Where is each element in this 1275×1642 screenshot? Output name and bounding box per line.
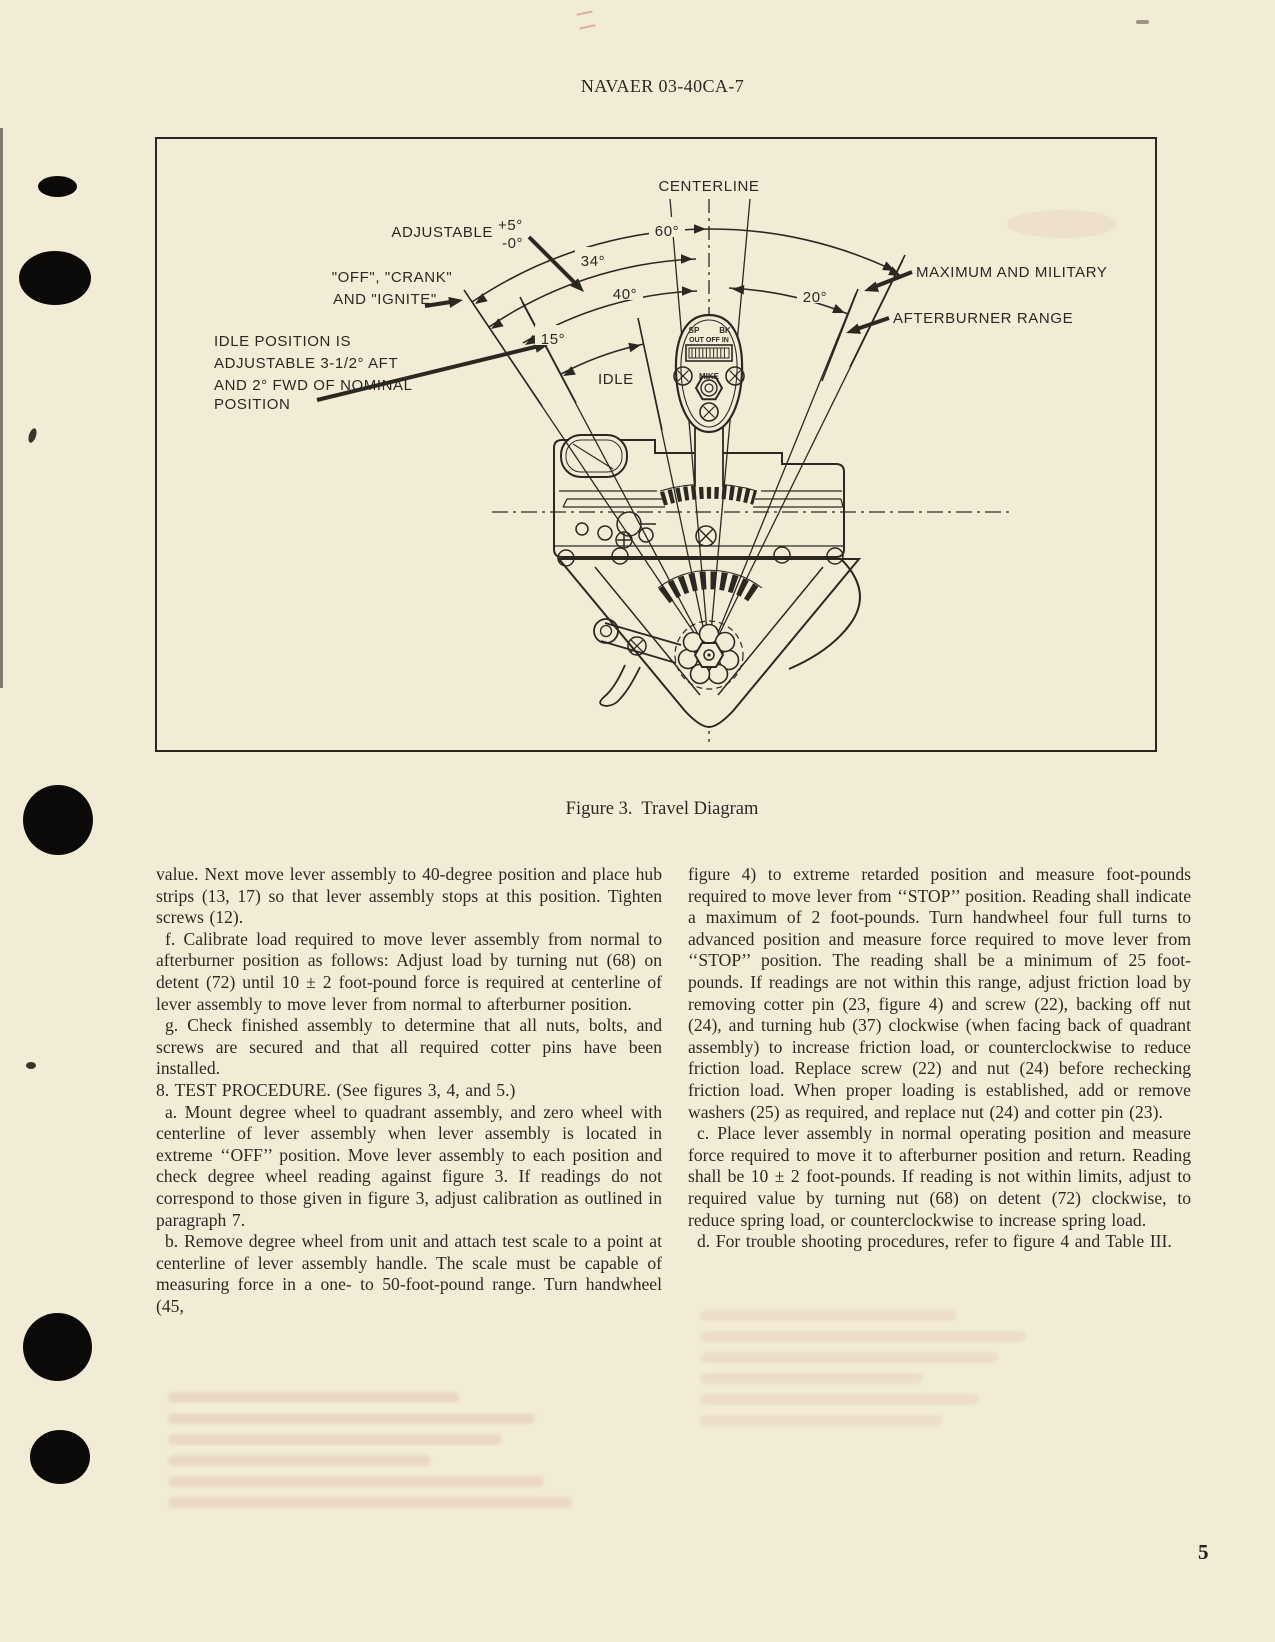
housing-slot: [561, 435, 627, 477]
idle-position-label-1: IDLE POSITION IS: [214, 333, 352, 350]
idle-position-label-4: POSITION: [214, 396, 291, 413]
knob-bk-label: BK: [719, 326, 731, 335]
figure-caption: Figure 3. Travel Diagram: [565, 799, 759, 819]
angle-60-label: 60°: [654, 223, 680, 240]
paragraph-a: a. Mount degree wheel to quadrant assembly, and zero wheel with centerline of lever assembly when lever assembly is located in extreme ‘‘OFF’’ position. Move lever assembly to each position and check degree wheel reading against figure 3. If readings do not correspond to those given in figure 3, adjust calibration as outlined in paragraph 7.: [156, 1101, 662, 1230]
scan-speck: [1136, 20, 1149, 24]
centerline-label: CENTERLINE: [658, 178, 760, 195]
binder-hole-mark: [23, 1313, 92, 1381]
paragraph-continuation: figure 4) to extreme retarded position and measure foot-pounds required to move lever from ‘‘STOP’’ position. Reading shall indicate a maximum of 2 foot-pounds. Turn handwheel four full turns to advanced position and measure force required to move lever from ‘‘STOP’’ position. The reading shall be a minimum of 25 foot-pounds. If readings are not within this range, adjust friction load by removing cotter pin (23, figure 4) and screw (22), backing off nut (24), and turning hub (37) clockwise (when facing back of quadrant assembly) to increase friction load, or counterclockwise to reduce friction load. Replace screw (22) and nut (24) before rechecking friction load. When proper loading is established, add or remove washers (25) as required, and replace nut (24) and cotter pin (23).: [688, 864, 1191, 1122]
binder-hole-mark: [30, 1430, 90, 1484]
arc-right-outer: [710, 229, 897, 272]
diagram-labels: [214, 178, 1107, 413]
bleed-through-line: [168, 1497, 573, 1508]
maximum-military-label: MAXIMUM AND MILITARY: [916, 264, 1108, 281]
bleed-through-line: [700, 1331, 1026, 1342]
paragraph-d: d. For trouble shooting procedures, refer to figure 4 and Table III.: [697, 1231, 1172, 1252]
scan-edge-shadow: [0, 128, 3, 688]
off-crank-label-2: AND "IGNITE": [333, 291, 437, 308]
bleed-through-line: [168, 1455, 432, 1466]
bleed-through-line: [700, 1415, 942, 1426]
knob-out-off-in-label: OUT OFF IN: [689, 337, 729, 344]
scan-speck: [27, 427, 38, 443]
paragraph-continuation: value. Next move lever assembly to 40-degree position and place hub strips (13, 17) so that lever assembly stops at this position. Tighten screws (12).: [156, 864, 662, 928]
knob-mike-label: MIKE: [699, 372, 719, 381]
scan-speck: [26, 1062, 36, 1069]
pencil-mark: [577, 11, 596, 30]
paragraph-f: f. Calibrate load required to move lever assembly from normal to afterburner position as follows: Adjust load by turning nut (68) on detent (72) until 10 ± 2 foot-pound force is required at centerline of lever assembly to move lever from normal to afterburner position.: [156, 928, 662, 1014]
binder-hole-mark: [23, 785, 93, 855]
angle-20-label: 20°: [802, 289, 828, 306]
bleed-through-line: [168, 1434, 502, 1445]
binder-hole-mark: [19, 251, 91, 305]
idle-position-label-2: ADJUSTABLE 3-1/2° AFT: [214, 355, 399, 372]
bleed-through-ghost-text: [168, 1392, 638, 1518]
idle-position-label-3: AND 2° FWD OF NOMINAL: [214, 377, 413, 394]
page-number: 5: [1198, 1540, 1209, 1564]
bleed-through-line: [168, 1476, 544, 1487]
angle-40-label: 40°: [612, 286, 638, 303]
bleed-through-line: [700, 1394, 979, 1405]
paragraph-b: b. Remove degree wheel from unit and attach test scale to a point at centerline of lever assembly handle. The scale must be capable of measuring force in a one- to 50-foot-pound range. Turn handwheel (45,: [156, 1231, 662, 1316]
afterburner-range-label: AFTERBURNER RANGE: [893, 310, 1074, 327]
document-number-header: NAVAER 03-40CA-7: [580, 76, 745, 96]
bleed-through-line: [700, 1352, 998, 1363]
bleed-smudge: [1007, 210, 1117, 238]
bleed-through-line: [168, 1413, 535, 1424]
adjustable-minus-label: -0°: [502, 235, 524, 252]
idle-label: IDLE: [598, 371, 634, 388]
paragraph-c: c. Place lever assembly in normal operating position and measure force required to move it to afterburner position and return. Reading shall be 10 ± 2 foot-pounds. If reading is not within limits, adjust to required value by turning nut (68) on detent (72) clockwise, to reduce spring load, or counterclockwise to increase spring load.: [688, 1123, 1191, 1230]
right-text-column: [688, 864, 1191, 1253]
bleed-through-line: [700, 1310, 956, 1321]
bleed-through-line: [168, 1392, 460, 1403]
angle-34-label: 34°: [580, 253, 606, 270]
paragraph-g: g. Check finished assembly to determine that all nuts, bolts, and screws are secured and that all required cotter pins have been installed.: [156, 1015, 662, 1079]
bleed-through-line: [700, 1373, 924, 1384]
off-crank-label-1: "OFF", "CRANK": [331, 269, 453, 286]
bleed-through-ghost-text: [700, 1310, 1165, 1436]
adjustable-label: ADJUSTABLE: [391, 224, 493, 241]
left-text-column: [156, 864, 662, 1317]
angle-15-label: 15°: [540, 331, 566, 348]
section-8-heading: 8. TEST PROCEDURE. (See figures 3, 4, and 5.): [156, 1079, 516, 1100]
adjustable-plus-label: +5°: [498, 217, 523, 234]
travel-diagram-drawing: [157, 139, 1154, 749]
figure-3-travel-diagram: [155, 137, 1157, 752]
binder-hole-mark: [38, 176, 77, 197]
knob-sp-label: SP: [688, 326, 700, 335]
